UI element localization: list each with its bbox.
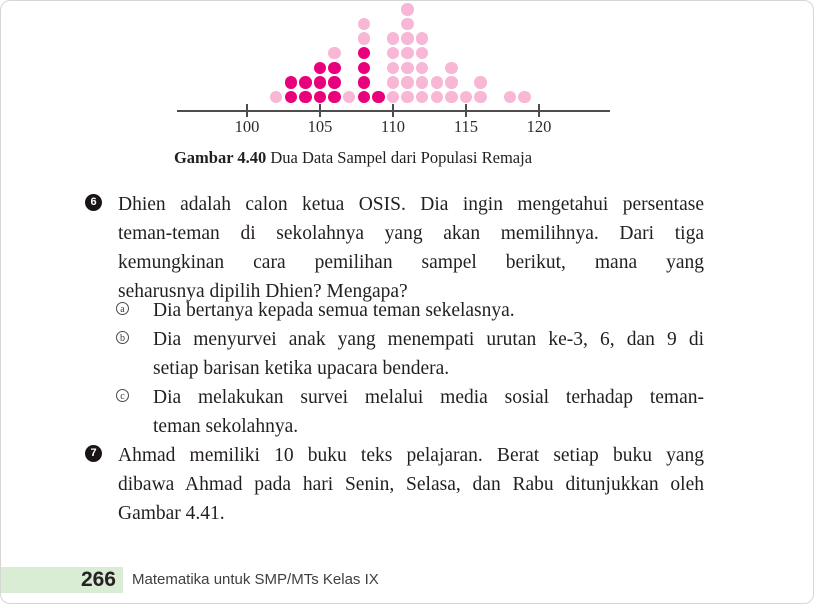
data-dot (358, 76, 370, 88)
data-dot (343, 91, 355, 103)
data-dot (416, 32, 428, 44)
option-item-c (85, 383, 705, 441)
data-dot (401, 47, 413, 59)
option-item-a (85, 296, 705, 325)
data-dot (387, 32, 399, 44)
data-dot (328, 62, 340, 74)
text-line: Ahmad memiliki 10 buku teks pelajaran. Berat setiap buku yang (118, 445, 704, 466)
option-item-b (85, 325, 705, 383)
text-line: Dia bertanya kepada semua teman sekelasnya. (153, 300, 515, 321)
data-dot (401, 91, 413, 103)
data-dot (387, 91, 399, 103)
text-line: seharusnya dipilih Dhien? Mengapa? (118, 281, 408, 302)
text-line: teman sekolahnya. (153, 416, 299, 437)
footer-book-title: Matematika untuk SMP/MTs Kelas IX (132, 571, 379, 588)
text-line: Dia melakukan survei melalui media sosial terhadap teman- (153, 387, 704, 408)
data-dot (358, 32, 370, 44)
option-text (153, 296, 704, 325)
text-line: teman-teman di sekolahnya yang akan memilihnya. Dari tiga (118, 223, 704, 244)
page-number: 266 (80, 568, 116, 591)
text-line: kemungkinan cara pemilihan sampel berikut, mana yang (118, 252, 704, 273)
question-7 (85, 441, 705, 528)
data-dot (401, 76, 413, 88)
axis-tick (392, 104, 394, 117)
question-7-text (118, 441, 704, 528)
data-dot (401, 3, 413, 15)
question-6 (85, 190, 705, 306)
question-6-options (85, 296, 705, 441)
data-dot (518, 91, 530, 103)
option-letter-badge: a (116, 302, 129, 315)
data-dot (387, 47, 399, 59)
data-dot (474, 76, 486, 88)
text-line: Gambar 4.41. (118, 503, 225, 524)
data-dot (328, 91, 340, 103)
data-dot (358, 62, 370, 74)
text-line: setiap barisan ketika upacara bendera. (153, 358, 450, 379)
data-dot (401, 32, 413, 44)
data-dot (285, 76, 297, 88)
data-dot (416, 91, 428, 103)
option-letter-badge: c (116, 389, 129, 402)
data-dot (416, 47, 428, 59)
data-dot (328, 76, 340, 88)
data-dot (401, 62, 413, 74)
axis-tick-label: 105 (307, 117, 333, 136)
dot-plot (1, 1, 814, 143)
data-dot (358, 18, 370, 30)
data-dot (416, 76, 428, 88)
axis-tick (319, 104, 321, 117)
data-dot (372, 91, 384, 103)
axis-tick-label: 110 (380, 117, 406, 136)
option-text (153, 325, 704, 383)
footer-page-band (1, 567, 123, 593)
text-line: Dia menyurvei anak yang menempati urutan ke-3, 6, dan 9 di (153, 329, 704, 350)
data-dot (416, 62, 428, 74)
data-dot (270, 91, 282, 103)
data-dot (431, 91, 443, 103)
data-dot (328, 47, 340, 59)
axis-tick-label: 100 (234, 117, 260, 136)
data-dot (460, 91, 472, 103)
data-dot (358, 91, 370, 103)
data-dot (387, 62, 399, 74)
data-dot (285, 91, 297, 103)
question-6-text (118, 190, 704, 306)
axis-tick (465, 104, 467, 117)
axis-tick-label: 120 (526, 117, 552, 136)
axis-tick (538, 104, 540, 117)
figure-caption-label: Gambar 4.40 (173, 148, 267, 167)
data-dot (299, 91, 311, 103)
figure-caption (85, 147, 621, 169)
text-line: dibawa Ahmad pada hari Senin, Selasa, dan Rabu ditunjukkan oleh (118, 474, 704, 495)
figure-caption-text: Dua Data Sampel dari Populasi Remaja (266, 148, 533, 167)
data-dot (314, 62, 326, 74)
data-dot (358, 47, 370, 59)
text-line: Dhien adalah calon ketua OSIS. Dia ingin mengetahui persentase (118, 194, 704, 215)
data-dot (445, 76, 457, 88)
data-dot (504, 91, 516, 103)
question-number-badge: 6 (85, 194, 102, 211)
data-dot (314, 91, 326, 103)
axis-tick (246, 104, 248, 117)
data-dot (431, 76, 443, 88)
axis-tick-label: 115 (453, 117, 479, 136)
data-dot (314, 76, 326, 88)
data-dot (299, 76, 311, 88)
data-dot (445, 91, 457, 103)
option-letter-badge: b (116, 331, 129, 344)
data-dot (401, 18, 413, 30)
data-dot (445, 62, 457, 74)
data-dot (474, 91, 486, 103)
question-number-badge: 7 (85, 445, 102, 462)
option-text (153, 383, 704, 441)
data-dot (387, 76, 399, 88)
